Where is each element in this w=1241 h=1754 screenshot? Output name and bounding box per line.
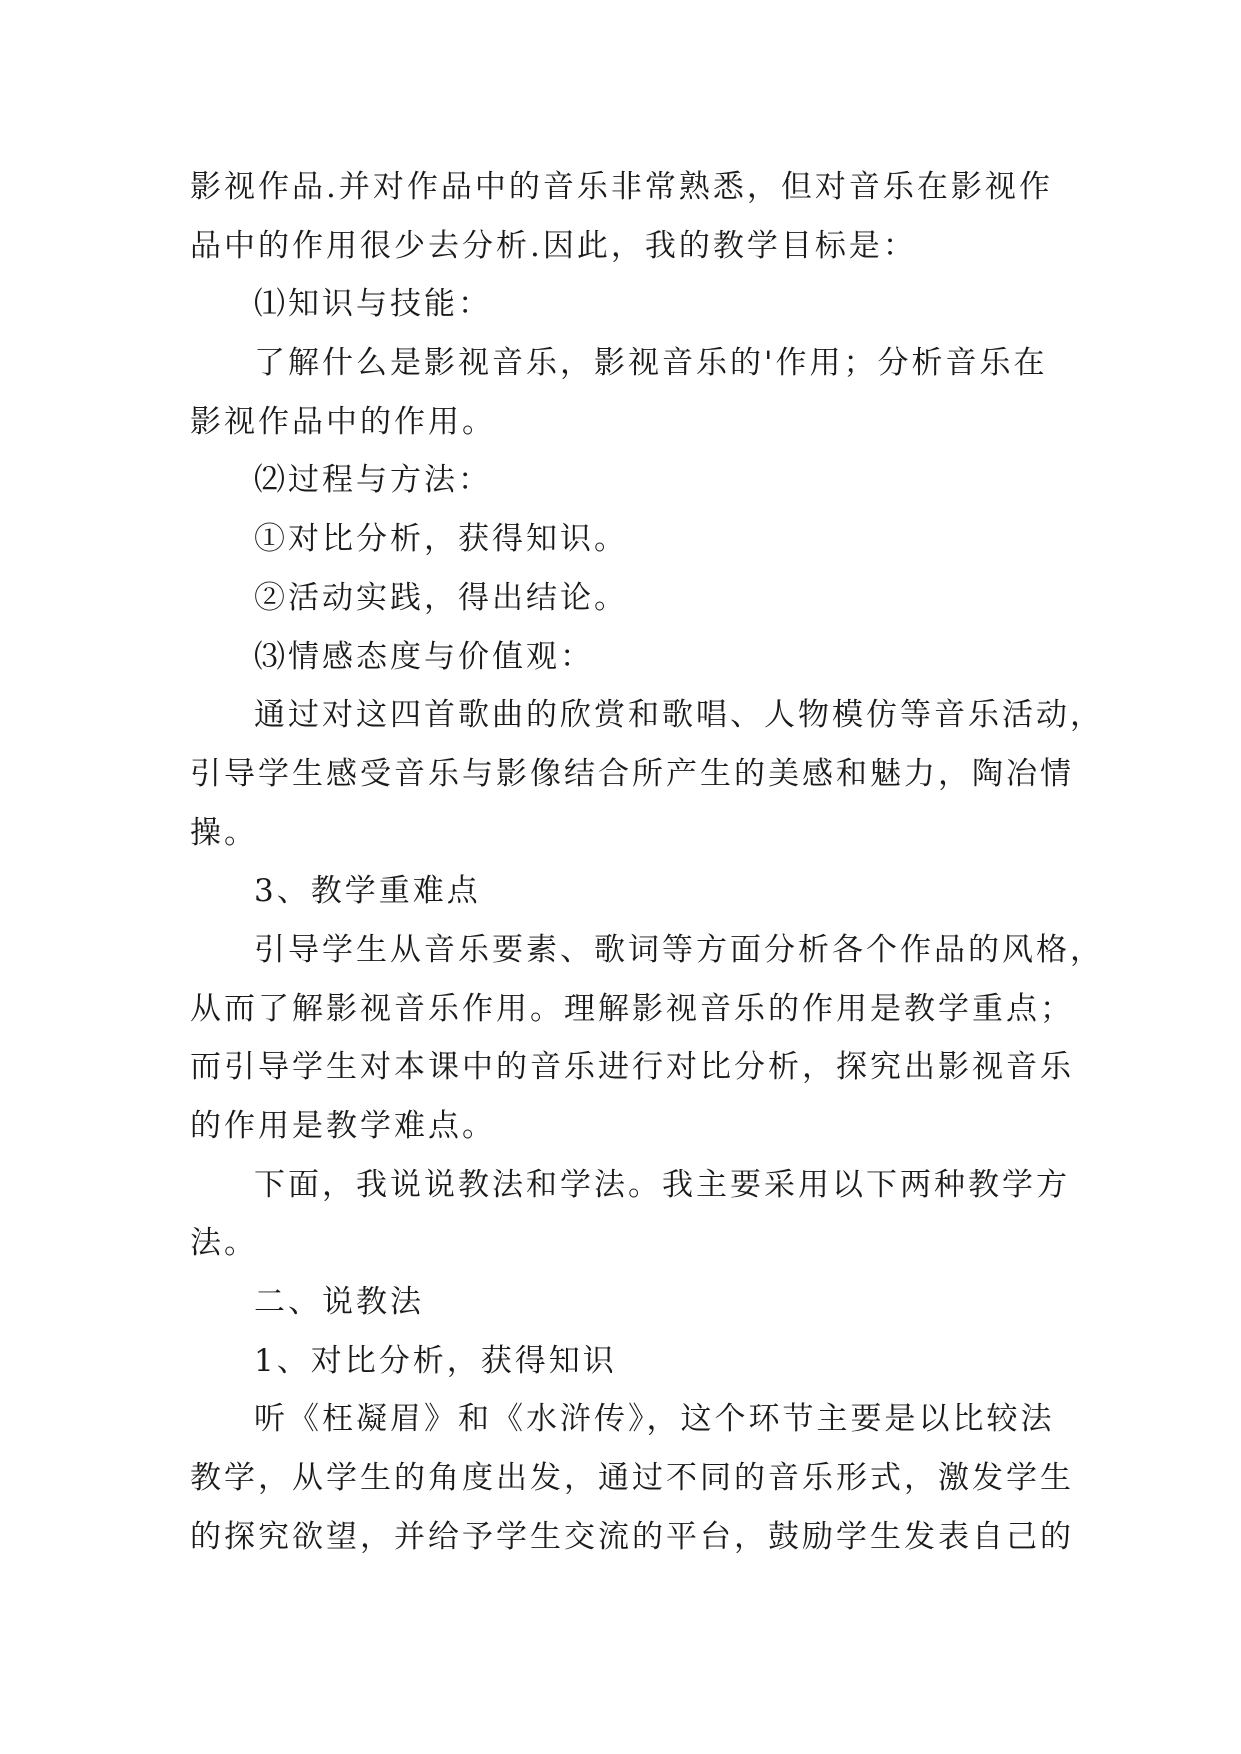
section-heading: ⑴知识与技能： [254, 286, 492, 323]
text-line: 影视作品中的作用。 [190, 403, 496, 440]
section-heading: ⑵过程与方法： [254, 462, 492, 499]
section-heading: ⑶情感态度与价值观： [254, 638, 594, 675]
text-line: 而引导学生对本课中的音乐进行对比分析，探究出影视音乐 [190, 1049, 1074, 1086]
text-line: 引导学生从音乐要素、歌词等方面分析各个作品的风格， [254, 931, 1104, 968]
text-line: 教学，从学生的角度出发，通过不同的音乐形式，激发学生 [190, 1460, 1074, 1497]
text-line: 的探究欲望，并给予学生交流的平台，鼓励学生发表自己的 [190, 1518, 1074, 1555]
text-line: 引导学生感受音乐与影像结合所产生的美感和魅力，陶冶情 [190, 755, 1074, 792]
document-body [190, 158, 1104, 1567]
section-heading: 3、教学重难点 [254, 873, 481, 910]
list-item: ②活动实践，得出结论。 [254, 579, 628, 616]
section-heading: 1、对比分析，获得知识 [254, 1342, 617, 1379]
text-line: 下面，我说说教法和学法。我主要采用以下两种教学方 [254, 1166, 1070, 1203]
text-line: 影视作品.并对作品中的音乐非常熟悉，但对音乐在影视作 [190, 169, 1053, 205]
text-line: 的作用是教学难点。 [190, 1108, 496, 1144]
text-line: 通过对这四首歌曲的欣赏和歌唱、人物模仿等音乐活动， [254, 697, 1104, 734]
text-line: 从而了解影视音乐作用。理解影视音乐的作用是教学重点； [190, 990, 1074, 1027]
text-line: 了解什么是影视音乐，影视音乐的'作用；分析音乐在 [254, 345, 1048, 382]
text-line: 法。 [190, 1225, 258, 1262]
text-line: 操。 [190, 814, 258, 851]
list-item: ①对比分析，获得知识。 [254, 521, 628, 558]
text-line: 听《枉凝眉》和《水浒传》，这个环节主要是以比较法 [254, 1401, 1055, 1438]
text-line: 品中的作用很少去分析.因此，我的教学目标是： [190, 227, 917, 264]
section-heading: 二、说教法 [254, 1284, 424, 1321]
